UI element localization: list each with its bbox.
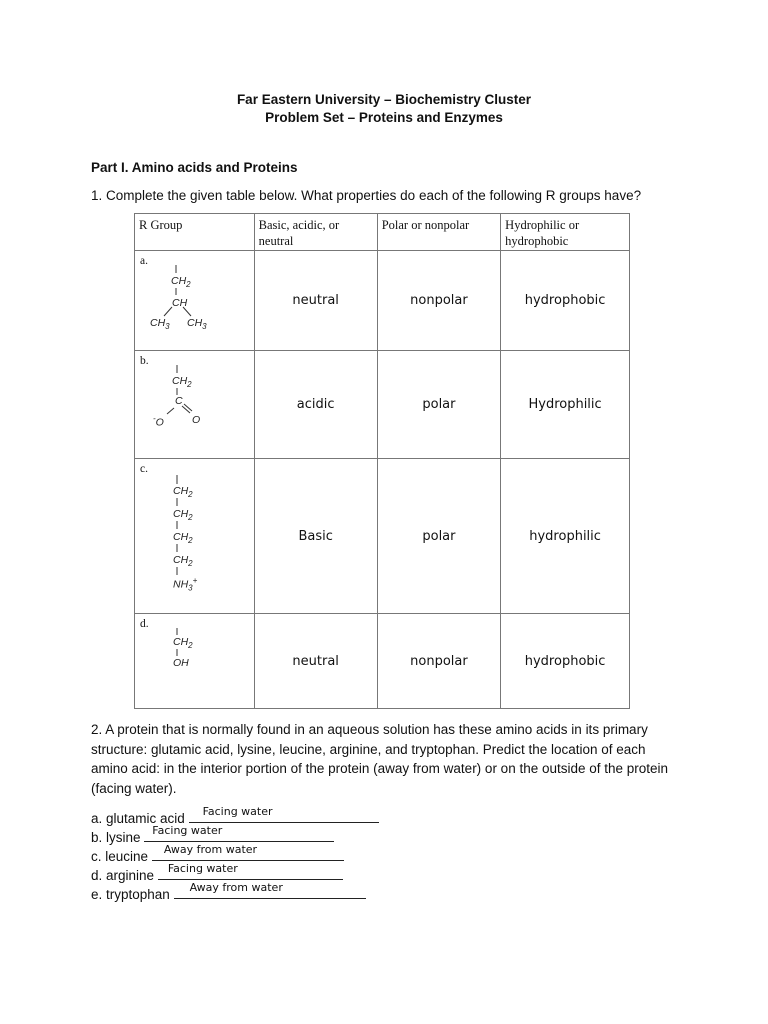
answer-charge-d: neutral [254, 614, 377, 709]
answer-charge-a: neutral [254, 251, 377, 351]
header-polarity: Polar or nonpolar [377, 214, 500, 251]
answer-polarity-b: polar [377, 351, 500, 459]
list-item [91, 881, 379, 903]
answer-value: Away from water [189, 881, 283, 894]
question-2: 2. A protein that is normally found in an aqueous solution has these amino acids in its primary structure: glutamic acid, lysine, leucine, arginine, and tryptophan. Predict the location of each amino acid: in the interior portion of the protein (away from water) or on the outside of the protein (facing water). [91, 722, 669, 796]
answer-label: e. tryptophan [91, 887, 170, 902]
chem-text: OH [173, 657, 189, 669]
table-row [135, 459, 630, 614]
answer-label: d. arginine [91, 868, 155, 883]
part-title: Part I. Amino acids and Proteins [91, 160, 298, 175]
answer-value: Facing water [167, 862, 238, 875]
answer-charge-c: Basic [254, 459, 377, 614]
table-row [135, 251, 630, 351]
chem-text: $CH_2$ [171, 275, 191, 290]
answer-label: b. lysine [91, 830, 141, 845]
table-row [135, 351, 630, 459]
header-r-group: R Group [135, 214, 255, 251]
chem-text: $NH_3^+$ [173, 576, 198, 593]
chem-text: CH [172, 297, 188, 309]
chem-structure-a [135, 251, 255, 349]
answer-value: Facing water [202, 805, 273, 818]
answer-polarity-c: polar [377, 459, 500, 614]
row-label: a. [140, 255, 148, 267]
chem-text: $CH_2$ [172, 375, 192, 390]
answer-polarity-a: nonpolar [377, 251, 500, 351]
chem-text: $CH_2$ [173, 554, 193, 569]
answer-label: a. glutamic acid [91, 811, 185, 826]
r-group-structure-d [135, 614, 255, 709]
answer-affinity-d: hydrophobic [501, 614, 630, 709]
answer-affinity-b: Hydrophilic [501, 351, 630, 459]
r-group-structure-c [135, 459, 255, 614]
r-group-structure-a [135, 251, 255, 351]
answer-value: Away from water [163, 843, 258, 856]
header-line-2: Problem Set – Proteins and Enzymes [265, 110, 503, 125]
answer-list [91, 805, 379, 903]
row-label: b. [140, 355, 149, 367]
list-item [91, 805, 379, 827]
chem-text: -O [153, 414, 164, 429]
answer-label: c. leucine [91, 849, 149, 864]
chem-text: $CH_2$ [173, 531, 193, 546]
row-label: c. [140, 463, 148, 475]
table-header-row [135, 214, 630, 251]
chem-structure-b [135, 351, 255, 457]
chem-text: $CH_2$ [173, 485, 193, 500]
answer-charge-b: acidic [254, 351, 377, 459]
chem-structure-c [135, 459, 255, 612]
chem-text: $CH_3$ [187, 317, 207, 332]
answer-affinity-a: hydrophobic [501, 251, 630, 351]
answer-value: Facing water [152, 824, 223, 837]
table-row [135, 614, 630, 709]
question-1: 1. Complete the given table below. What properties do each of the following R groups have? [91, 188, 642, 203]
header-line-1: Far Eastern University – Biochemistry Cluster [236, 92, 532, 107]
answer-blank[interactable] [174, 881, 366, 899]
header-charge: Basic, acidic, or neutral [254, 214, 377, 251]
chem-text: $CH_2$ [173, 636, 193, 651]
document-header [0, 91, 768, 127]
answer-polarity-d: nonpolar [377, 614, 500, 709]
chem-text: C [175, 395, 183, 407]
header-affinity: Hydrophilic or hydrophobic [501, 214, 630, 251]
r-group-table [134, 213, 630, 709]
chem-text: $CH_2$ [173, 508, 193, 523]
r-group-structure-b [135, 351, 255, 459]
chem-structure-d [135, 614, 255, 707]
chem-text: O [192, 414, 201, 426]
answer-affinity-c: hydrophilic [501, 459, 630, 614]
row-label: d. [140, 618, 149, 630]
chem-text: $CH_3$ [150, 317, 170, 332]
